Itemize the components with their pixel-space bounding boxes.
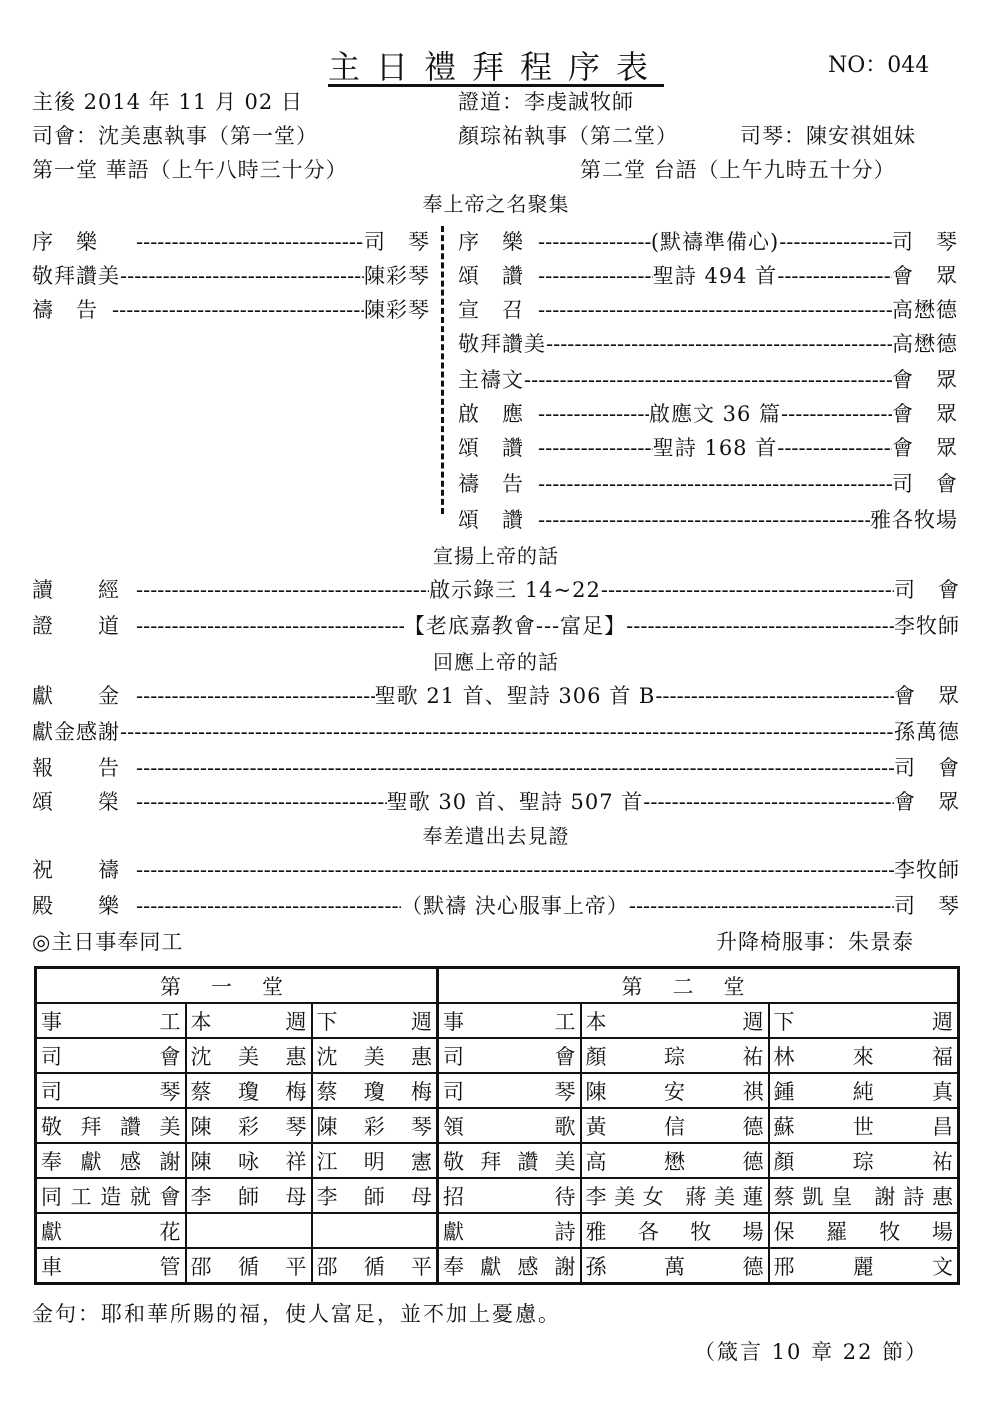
table-cell: 沈美惠 — [312, 1038, 438, 1073]
preacher: 證道：李虔誠牧師 — [458, 90, 634, 114]
first-item: 禱 告 ----- 陳彩琴 — [32, 294, 430, 324]
column-header: 本週 — [186, 1003, 312, 1038]
second-item: 主禱文 ----- 會 眾 — [458, 364, 958, 394]
page-title: 主日禮拜程序表 — [327, 48, 664, 86]
table-cell: 高懋德 — [581, 1143, 769, 1178]
table-cell: 司琴 — [438, 1073, 581, 1108]
table-cell: 邵循平 — [186, 1248, 312, 1284]
table-cell: 陳安祺 — [581, 1073, 769, 1108]
second-item: 啟 應 ----- 啟應文 36 篇 ----- 會 眾 — [458, 398, 958, 428]
response-item: 獻 金 ----- 聖歌 21 首、聖詩 306 首 B ----- 會 眾 — [32, 680, 960, 710]
table-cell: 沈美惠 — [186, 1038, 312, 1073]
table-row — [36, 1038, 959, 1073]
response-item: 獻金感謝 ----- 孫萬德 — [32, 716, 960, 746]
table-cell: 蔡瓊梅 — [186, 1073, 312, 1108]
table-cell: 鍾純真 — [769, 1073, 959, 1108]
table-cell: 江明憲 — [312, 1143, 438, 1178]
table-cell — [312, 1213, 438, 1248]
section-gather: 奉上帝之名聚集 — [422, 192, 570, 216]
table-cell: 邢麗文 — [769, 1248, 959, 1284]
table-cell: 保羅牧場 — [769, 1213, 959, 1248]
table-header-row — [36, 968, 959, 1004]
second-item: 頌 讚 ----- 聖詩 168 首 ----- 會 眾 — [458, 432, 958, 462]
service-first-time: 第一堂 華語（上午八時三十分） — [32, 158, 348, 182]
table-cell: 邵循平 — [312, 1248, 438, 1284]
word-item: 讀 經 ----- 啟示錄三 14~22 ----- 司 會 — [32, 574, 960, 604]
table-cell: 李師母 — [186, 1178, 312, 1213]
table-cell: 陳彩琴 — [312, 1108, 438, 1143]
response-item: 報 告 ----- 司 會 — [32, 752, 960, 782]
table-cell: 獻花 — [36, 1213, 186, 1248]
section-word: 宣揚上帝的話 — [433, 544, 559, 568]
table-cell: 蔡瓊梅 — [312, 1073, 438, 1108]
column-header: 本週 — [581, 1003, 769, 1038]
table-cell: 招待 — [438, 1178, 581, 1213]
table-cell: 孫萬德 — [581, 1248, 769, 1284]
table-cell: 李師母 — [312, 1178, 438, 1213]
table-row — [36, 1213, 959, 1248]
column-header: 事工 — [438, 1003, 581, 1038]
table-row — [36, 1143, 959, 1178]
table-cell: 敬拜讚美 — [36, 1108, 186, 1143]
table-cell: 陳咏祥 — [186, 1143, 312, 1178]
table-cell: 車管 — [36, 1248, 186, 1284]
table-row — [36, 1073, 959, 1108]
table-cell — [186, 1213, 312, 1248]
table-cell: 顏琮祐 — [769, 1143, 959, 1178]
table-cell: 林來福 — [769, 1038, 959, 1073]
bulletin-number: NO：044 — [828, 53, 930, 78]
word-item: 證 道 ----- 【老底嘉教會---富足】 ----- 李牧師 — [32, 610, 960, 640]
table-row — [36, 1178, 959, 1213]
table-cell: 領歌 — [438, 1108, 581, 1143]
table-cell: 司琴 — [36, 1073, 186, 1108]
header-first-service: 第一堂 — [36, 968, 438, 1004]
table-cell: 黃信德 — [581, 1108, 769, 1143]
sending-item: 祝 禱 ----- 李牧師 — [32, 854, 960, 884]
table-cell: 李美女 蔣美蓮 — [581, 1178, 769, 1213]
organist: 司琴：陳安祺姐妹 — [740, 124, 916, 148]
table-cell: 同工造就會 — [36, 1178, 186, 1213]
staff-table — [34, 966, 960, 1285]
table-cell: 奉獻感謝 — [438, 1248, 581, 1284]
table-cell: 敬拜讚美 — [438, 1143, 581, 1178]
coworkers-label: ◎主日事奉同工 — [32, 930, 184, 954]
response-item: 頌 榮 ----- 聖歌 30 首、聖詩 507 首 ----- 會 眾 — [32, 786, 960, 816]
table-row — [36, 1108, 959, 1143]
second-item: 序 樂 ----- (默禱準備心) ----- 司 琴 — [458, 226, 958, 256]
column-header: 事工 — [36, 1003, 186, 1038]
second-item: 禱 告 ----- 司 會 — [458, 468, 958, 498]
table-row — [36, 1248, 959, 1284]
table-cell: 奉獻感謝 — [36, 1143, 186, 1178]
header-second-service: 第二堂 — [438, 968, 959, 1004]
memory-verse-reference: （箴言 10 章 22 節） — [694, 1340, 929, 1364]
second-item: 宣 召 ----- 高懋德 — [458, 294, 958, 324]
second-item: 敬拜讚美 ----- 高懋德 — [458, 328, 958, 358]
table-cell: 獻詩 — [438, 1213, 581, 1248]
table-cell: 顏琮祐 — [581, 1038, 769, 1073]
table-cell: 司會 — [36, 1038, 186, 1073]
presider-first: 司會：沈美惠執事（第一堂） — [32, 124, 318, 148]
table-cell: 蔡凱皇 謝詩惠 — [769, 1178, 959, 1213]
second-item: 頌 讚 ----- 聖詩 494 首 ----- 會 眾 — [458, 260, 958, 290]
memory-verse: 金句：耶和華所賜的福，使人富足，並不加上憂慮。 — [32, 1302, 561, 1326]
flag-service: 升降椅服事：朱景泰 — [716, 930, 914, 954]
column-header: 下週 — [312, 1003, 438, 1038]
first-item: 敬拜讚美 ----- 陳彩琴 — [32, 260, 430, 290]
table-cell: 蘇世昌 — [769, 1108, 959, 1143]
section-response: 回應上帝的話 — [433, 650, 559, 674]
table-column-row — [36, 1003, 959, 1038]
column-header: 下週 — [769, 1003, 959, 1038]
section-sending: 奉差遣出去見證 — [422, 824, 570, 848]
date: 主後 2014 年 11 月 02 日 — [32, 90, 303, 114]
presider-second: 顏琮祐執事（第二堂） — [458, 124, 678, 148]
table-cell: 陳彩琴 — [186, 1108, 312, 1143]
second-item: 頌 讚 ----- 雅各牧場 — [458, 504, 958, 534]
table-cell: 雅各牧場 — [581, 1213, 769, 1248]
service-second-time: 第二堂 台語（上午九時五十分） — [580, 158, 896, 182]
first-item: 序 樂 ----- 司 琴 — [32, 226, 430, 256]
table-cell: 司會 — [438, 1038, 581, 1073]
service-divider — [441, 226, 444, 514]
sending-item: 殿 樂 ----- （默禱 決心服事上帝） ----- 司 琴 — [32, 890, 960, 920]
